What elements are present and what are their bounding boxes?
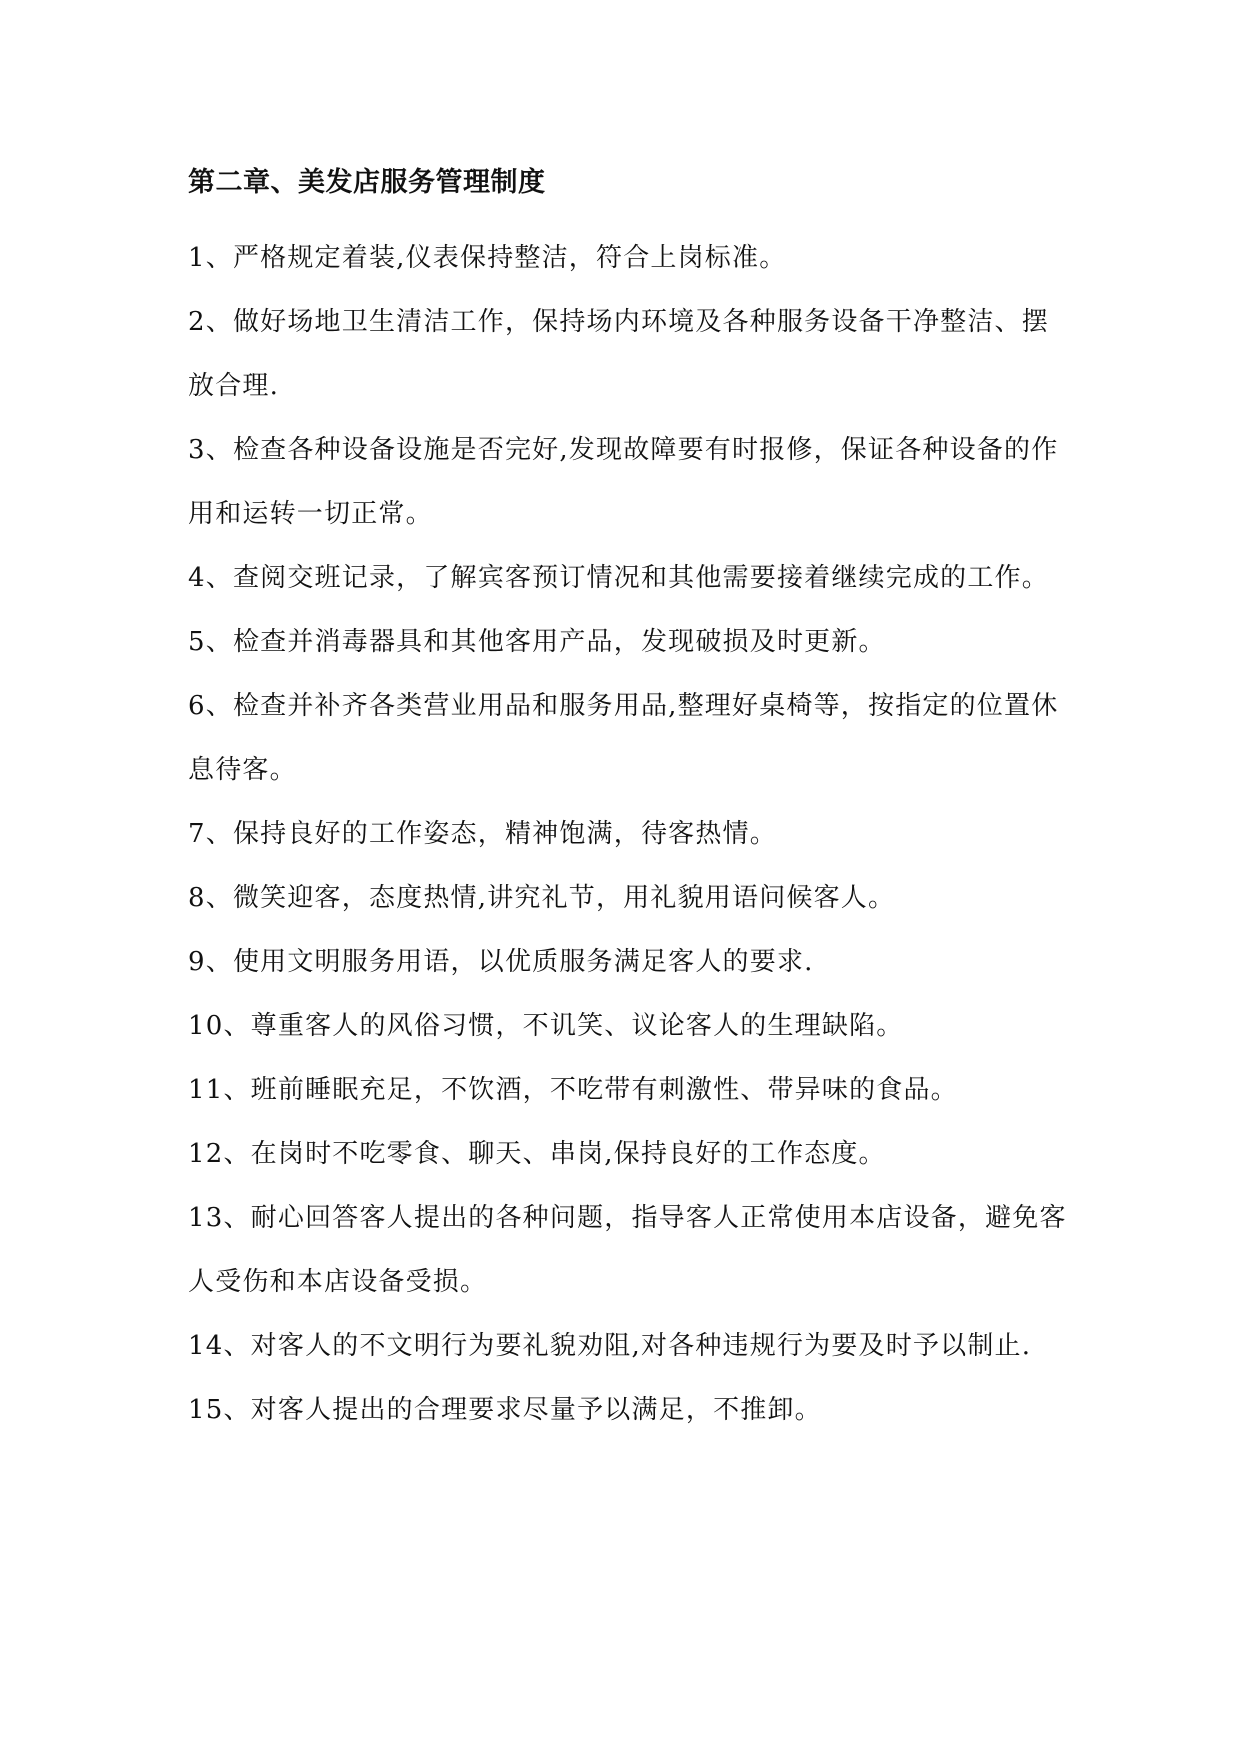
rule-item-12: 12、在岗时不吃零食、聊天、串岗,保持良好的工作态度。 bbox=[188, 1139, 886, 1169]
rule-item-13: 13、耐心回答客人提出的各种问题，指导客人正常使用本店设备，避免客人受伤和本店设备受损。 bbox=[188, 1203, 1067, 1297]
rule-item-10: 10、尊重客人的风俗习惯，不讥笑、议论客人的生理缺陷。 bbox=[188, 1011, 904, 1041]
document-body bbox=[188, 162, 1068, 1442]
rule-item-4: 4、查阅交班记录，了解宾客预订情况和其他需要接着继续完成的工作。 bbox=[188, 563, 1049, 593]
rule-item-5: 5、检查并消毒器具和其他客用产品，发现破损及时更新。 bbox=[188, 627, 886, 657]
rule-item-1: 1、严格规定着装,仪表保持整洁，符合上岗标准。 bbox=[188, 243, 787, 273]
rule-item-2: 2、做好场地卫生清洁工作，保持场内环境及各种服务设备干净整洁、摆放合理. bbox=[188, 307, 1049, 401]
rule-item-14: 14、对客人的不文明行为要礼貌劝阻,对各种违规行为要及时予以制止. bbox=[188, 1331, 1032, 1361]
rule-item-9: 9、使用文明服务用语，以优质服务满足客人的要求. bbox=[188, 947, 814, 977]
rule-item-11: 11、班前睡眠充足，不饮酒，不吃带有刺激性、带异味的食品。 bbox=[188, 1075, 958, 1105]
rule-item-3: 3、检查各种设备设施是否完好,发现故障要有时报修，保证各种设备的作用和运转一切正常。 bbox=[188, 435, 1059, 529]
rule-item-8: 8、微笑迎客，态度热情,讲究礼节，用礼貌用语问候客人。 bbox=[188, 883, 896, 913]
rule-item-15: 15、对客人提出的合理要求尽量予以满足，不推卸。 bbox=[188, 1395, 822, 1425]
chapter-title: 第二章、美发店服务管理制度 bbox=[188, 167, 546, 198]
rule-item-7: 7、保持良好的工作姿态，精神饱满，待客热情。 bbox=[188, 819, 777, 849]
rule-item-6: 6、检查并补齐各类营业用品和服务用品,整理好桌椅等，按指定的位置休息待客。 bbox=[188, 691, 1059, 785]
